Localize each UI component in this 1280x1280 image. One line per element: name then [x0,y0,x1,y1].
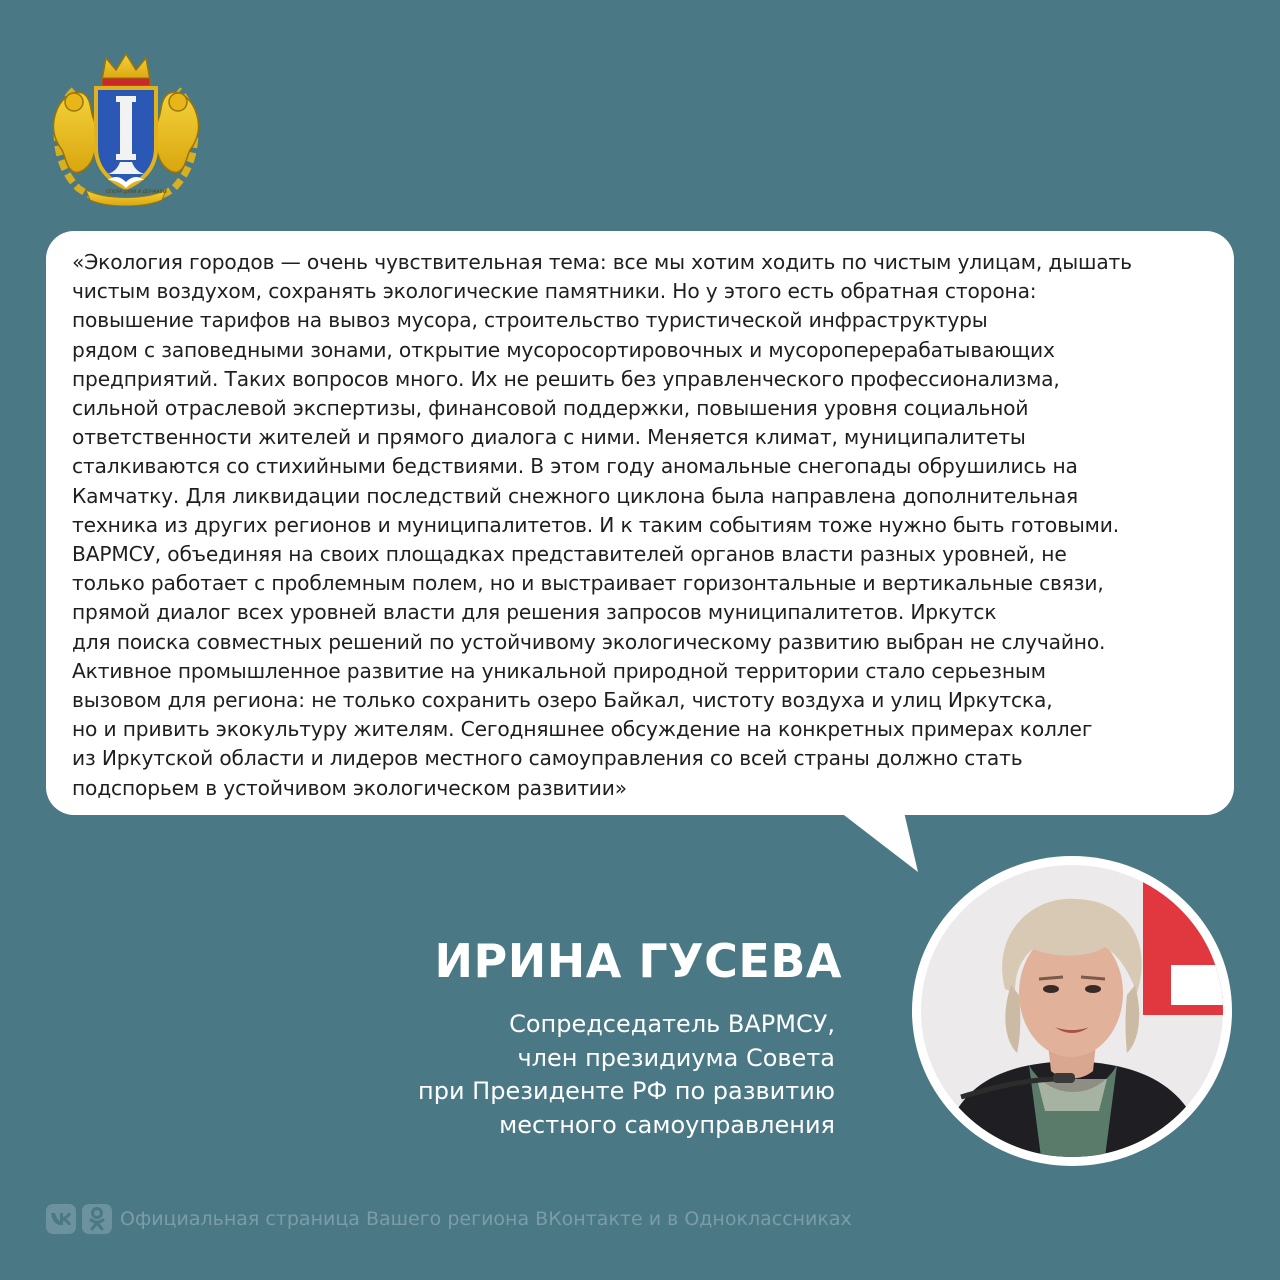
speaker-title-line: местного самоуправления [499,1110,835,1139]
quote-line: техника из других регионов и муниципалитетов. И к таким событиям тоже нужно быть готовыми. [72,512,1119,537]
quote-line: ответственности жителей и прямого диалога с ними. Меняется климат, муниципалитеты [72,425,1026,450]
quote-line: предприятий. Таких вопросов много. Их не решить без управленческого профессионализма, [72,366,1060,391]
quote-line: из Иркутской области и лидеров местного самоуправления со всей страны должно стать [72,746,1023,771]
speaker-name: ИРИНА ГУСЕВА [434,934,842,988]
quote-line: сильной отраслевой экспертизы, финансовой поддержки, повышения уровня социальной [72,396,1029,421]
quote-line: сталкиваются со стихийными бедствиями. В этом году аномальные снегопады обрушились на [72,454,1078,479]
quote-line: чистым воздухом, сохранять экологические памятники. Но у этого есть обратная сторона: [72,279,1037,304]
quote-line: вызовом для региона: не только сохранить озеро Байкал, чистоту воздуха и улиц Иркутска, [72,688,1053,713]
speaker-title [340,1008,835,1142]
quote-line: но и привить экокультуру жителям. Сегодняшнее обсуждение на конкретных примерах коллег [72,717,1093,742]
quote-line: подспорьем в устойчивом экологическом развитии» [72,775,627,800]
quote-line: рядом с заповедными зонами, открытие мусоросортировочных и мусороперерабатывающих [72,337,1055,362]
quote-line: повышение тарифов на вывоз мусора, строительство туристической инфраструктуры [72,308,988,333]
speaker-title-line: член президиума Совета [517,1043,835,1072]
quote-line: только работает с проблемным полем, но и выстраивает горизонтальные и вертикальные связи, [72,571,1104,596]
quote-text [72,248,1222,803]
ok-icon[interactable] [82,1204,112,1234]
speaker-title-line: при Президенте РФ по развитию [418,1077,835,1105]
vk-icon[interactable] [46,1204,76,1234]
quote-line: «Экология городов — очень чувствительная тема: все мы хотим ходить по чистым улицам, дышать [72,250,1132,274]
quote-line: для поиска совместных решений по устойчивому экологическому развитию выбран не случайно. [72,629,1106,654]
speaker-title-line: Сопредседатель ВАРМСУ, [509,1010,835,1038]
portrait-photo [921,865,1223,1157]
quote-line: Камчатку. Для ликвидации последствий снежного циклона была направлена дополнительная [72,483,1079,508]
footer [46,1203,852,1235]
quote-line: Активное промышленное развитие на уникальной природной территории стало серьезным [72,658,1046,683]
footer-text: Официальная страница Вашего региона ВКонтакте и в Одноклассниках [120,1208,852,1230]
quote-line: прямой диалог всех уровней власти для решения запросов муниципалитетов. Иркутск [72,600,997,625]
coat-of-arms-motto: ОПОРА ДУХИ И ДЕРЖАВЫ [106,190,167,195]
coat-of-arms-icon [44,50,208,206]
quote-line: ВАРМСУ, объединяя на своих площадках представителей органов власти разных уровней, не [72,542,1067,567]
